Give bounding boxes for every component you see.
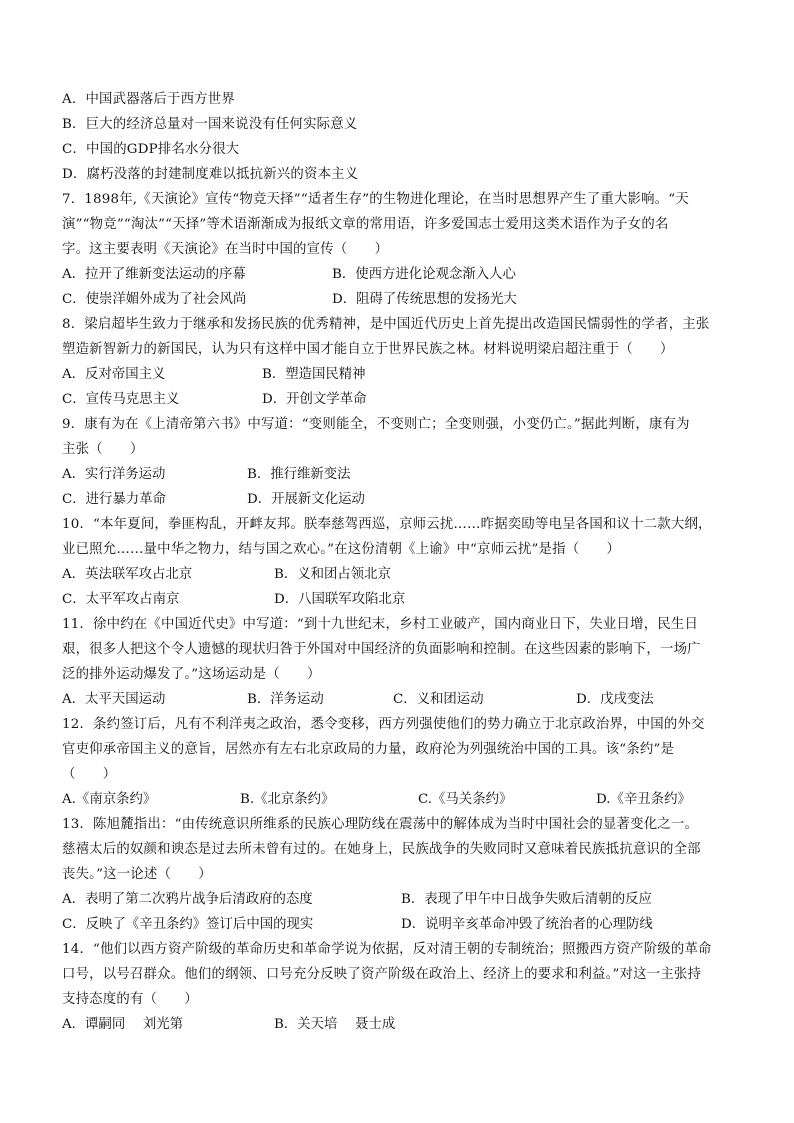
q9-option-d: D．开展新文化运动 (247, 492, 365, 507)
q13-option-c: C．反映了《辛丑条约》签订后中国的现实 (62, 917, 314, 932)
q9-option-c: C．进行暴力革命 (62, 492, 166, 507)
q11-option-a: A．太平天国运动 (62, 692, 166, 707)
q11-option-b: B．洋务运动 (247, 692, 324, 707)
q8-option-a: A．反对帝国主义 (62, 367, 166, 382)
q12-stem-line-2: 官吏仰承帝国主义的意旨，居然亦有左右北京政局的力量，政府沦为列强统治中国的工具。该“条约”是 (62, 742, 675, 757)
q14-option-b: B．关天培 聂士成 (274, 1017, 396, 1032)
q7-option-a: A．拉开了维新变法运动的序幕 (62, 267, 246, 282)
q8-option-d: D．开创文学革命 (262, 392, 367, 407)
q12-option-c: C.《马关条约》 (418, 792, 513, 807)
q8-option-b: B．塑造国民精神 (262, 367, 366, 382)
q12-stem-line-3: （ ） (62, 767, 117, 782)
q10-option-d: D．八国联军攻陷北京 (274, 592, 406, 607)
q8-stem-line-1: 8．梁启超毕生致力于继承和发扬民族的优秀精神，是中国近代历史上首先提出改造国民懦弱性的学者，主张 (62, 317, 710, 332)
q11-stem-line-1: 11．徐中约在《中国近代史》中写道：“到十九世纪末，乡村工业破产，国内商业日下，失业日增，民生日 (62, 617, 699, 632)
q9-stem-line-1: 9．康有为在《上清帝第六书》中写道：“变则能全，不变则亡；全变则强，小变仍亡。”据此判断，康有为 (62, 417, 690, 432)
q10-stem-line-1: 10．“本年夏间，拳匪构乱，开衅友邦。朕奉慈驾西巡，京师云扰……昨据奕劻等电呈各国和议十二款大纲， (62, 517, 712, 532)
q7-stem-line-2: 演”“物竞”“淘汰”“天择”等术语渐渐成为报纸文章的常用语，许多爱国志士爱用这类术语作为子女的名 (62, 217, 669, 232)
q13-stem-line-3: 丧失。”这一论述（ ） (62, 867, 212, 882)
q7-option-d: D．阻碍了传统思想的发扬光大 (332, 292, 517, 307)
q9-stem-line-2: 主张（ ） (62, 442, 144, 457)
q10-option-a: A．英法联军攻占北京 (62, 567, 193, 582)
q10-option-c: C．太平军攻占南京 (62, 592, 180, 607)
prev-option-b: B．巨大的经济总量对一国来说没有任何实际意义 (62, 117, 358, 132)
q14-stem-line-1: 14．“他们以西方资产阶级的革命历史和革命学说为依据，反对清王朝的专制统治；照搬西方资产阶级的革命 (62, 942, 712, 957)
q11-stem-line-2: 艰，很多人把这个令人遗憾的现状归咎于外国对中国经济的负面影响和控制。在这些因素的影响下，一场广 (62, 642, 701, 657)
q12-option-b: B.《北京条约》 (240, 792, 335, 807)
q8-option-c: C．宣传马克思主义 (62, 392, 180, 407)
q7-stem-line-1: 7．1898年,《天演论》宣传“物竞天择”“适者生存”的生物进化理论，在当时思想界产生了重大影响。“天 (62, 192, 689, 207)
q11-option-c: C．义和团运动 (393, 692, 484, 707)
q9-option-b: B．推行维新变法 (247, 467, 351, 482)
q12-option-a: A.《南京条约》 (62, 792, 157, 807)
q14-stem-line-3: 支持态度的有（ ） (62, 992, 198, 1007)
q14-option-a: A．谭嗣同 刘光第 (62, 1017, 184, 1032)
q14-stem-line-2: 口号，以号召群众。他们的纲领、口号充分反映了资产阶级在政治上、经济上的要求和利益。”对这一主张持 (62, 967, 702, 982)
q11-stem-line-3: 泛的排外运动爆发了。”这场运动是（ ） (62, 667, 321, 682)
q13-stem-line-2: 慈禧太后的奴颜和谀态是过去所未曾有过的。在她身上，民族战争的失败同时又意味着民族抵抗意识的全部 (62, 842, 701, 857)
q7-option-b: B．使西方进化论观念渐入人心 (332, 267, 516, 282)
prev-option-d: D．腐朽没落的封建制度难以抵抗新兴的资本主义 (62, 167, 359, 182)
q12-stem-line-1: 12．条约签订后，凡有不利洋夷之政治，悉令变移，西方列强使他们的势力确立于北京政治界，中国的外交 (62, 717, 705, 732)
q13-option-a: A．表明了第二次鸦片战争后清政府的态度 (62, 892, 313, 907)
q7-stem-line-3: 字。这主要表明《天演论》在当时中国的宣传（ ） (62, 242, 389, 257)
q13-stem-line-1: 13．陈旭麓指出：“由传统意识所维系的民族心理防线在震荡中的解体成为当时中国社会的显著变化之一。 (62, 817, 699, 832)
q9-option-a: A．实行洋务运动 (62, 467, 166, 482)
q12-option-d: D.《辛丑条约》 (596, 792, 691, 807)
q10-option-b: B．义和团占领北京 (274, 567, 391, 582)
q13-option-d: D．说明辛亥革命冲毁了统治者的心理防线 (401, 917, 653, 932)
q7-option-c: C．使崇洋媚外成为了社会风尚 (62, 292, 247, 307)
q13-option-b: B．表现了甲午中日战争失败后清朝的反应 (401, 892, 652, 907)
q11-option-d: D．戊戌变法 (576, 692, 654, 707)
prev-option-c: C．中国的GDP排名水分很大 (62, 142, 240, 157)
q10-stem-line-2: 业已照允……量中华之物力，结与国之欢心。”在这份清朝《上谕》中“京师云扰”是指（ ） (62, 542, 621, 557)
q8-stem-line-2: 塑造新智新力的新国民，认为只有这样中国才能自立于世界民族之林。材料说明梁启超注重于（ ） (62, 342, 674, 357)
prev-option-a: A．中国武器落后于西方世界 (62, 92, 235, 107)
